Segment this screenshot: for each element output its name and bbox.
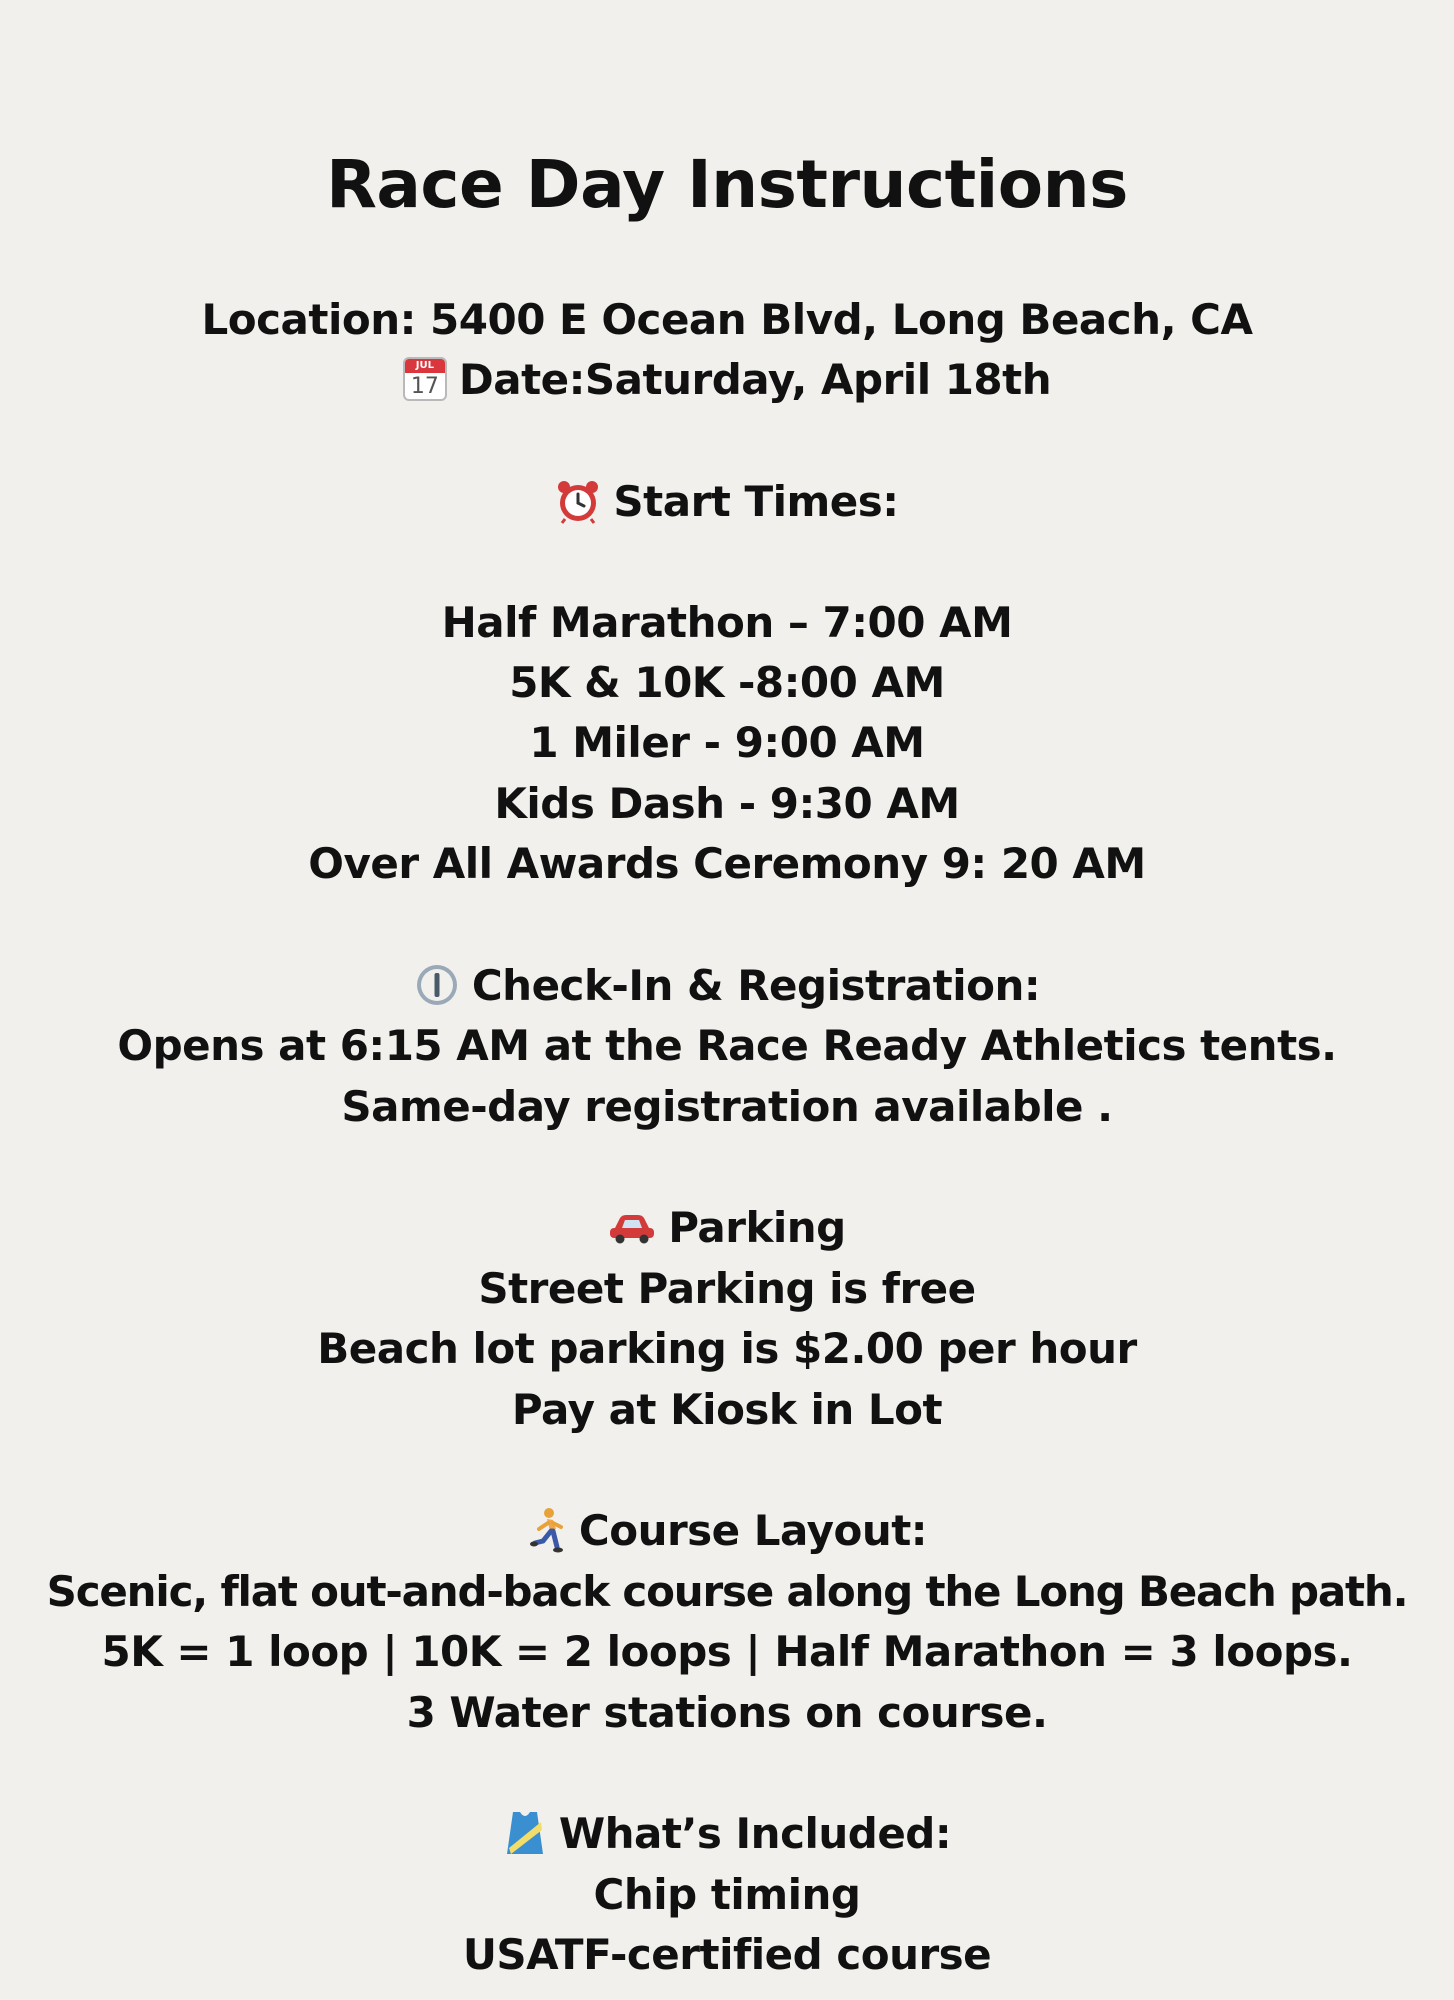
start-time-item: 1 Miler - 9:00 AM xyxy=(529,718,925,767)
included-heading-text: What’s Included: xyxy=(558,1809,952,1858)
start-time-item: Half Marathon – 7:00 AM xyxy=(441,598,1013,647)
parking-heading-text: Parking xyxy=(668,1203,846,1252)
runner-icon xyxy=(527,1507,567,1553)
course-line: Scenic, flat out-and-back course along the Long Beach path. xyxy=(46,1567,1408,1616)
date-text: Date:Saturday, April 18th xyxy=(458,355,1052,404)
start-time-item: 5K & 10K -8:00 AM xyxy=(509,658,945,707)
check-in-line: Same-day registration available . xyxy=(341,1082,1113,1131)
course-line: 3 Water stations on course. xyxy=(406,1688,1048,1737)
course-line: 5K = 1 loop | 10K = 2 loops | Half Marathon = 3 loops. xyxy=(101,1627,1353,1676)
car-icon xyxy=(608,1210,656,1244)
page-title: Race Day Instructions xyxy=(326,146,1128,223)
parking-heading xyxy=(0,1198,1454,1258)
running-shirt-icon xyxy=(503,1810,547,1856)
calendar-day: 17 xyxy=(410,373,439,399)
start-times-heading-text: Start Times: xyxy=(613,477,899,526)
info-icon xyxy=(414,962,460,1008)
included-line: USATF-certified course xyxy=(462,1930,992,1979)
alarm-clock-icon xyxy=(555,478,601,524)
check-in-line: Opens at 6:15 AM at the Race Ready Athletics tents. xyxy=(117,1021,1337,1070)
location-line: Location: 5400 E Ocean Blvd, Long Beach, CA xyxy=(201,295,1253,344)
calendar-month: JUL xyxy=(405,359,445,373)
check-in-heading xyxy=(0,956,1454,1016)
included-heading xyxy=(0,1804,1454,1864)
start-times-heading xyxy=(0,472,1454,532)
parking-line: Beach lot parking is $2.00 per hour xyxy=(317,1324,1137,1373)
check-in-heading-text: Check-In & Registration: xyxy=(471,961,1041,1010)
parking-line: Pay at Kiosk in Lot xyxy=(511,1385,943,1434)
course-heading-text: Course Layout: xyxy=(578,1506,928,1555)
date-line xyxy=(0,350,1454,410)
calendar-icon xyxy=(403,357,447,401)
parking-line: Street Parking is free xyxy=(478,1264,976,1313)
start-time-item: Over All Awards Ceremony 9: 20 AM xyxy=(308,839,1146,888)
start-time-item: Kids Dash - 9:30 AM xyxy=(494,779,960,828)
included-line: Chip timing xyxy=(593,1870,861,1919)
course-heading xyxy=(0,1501,1454,1561)
